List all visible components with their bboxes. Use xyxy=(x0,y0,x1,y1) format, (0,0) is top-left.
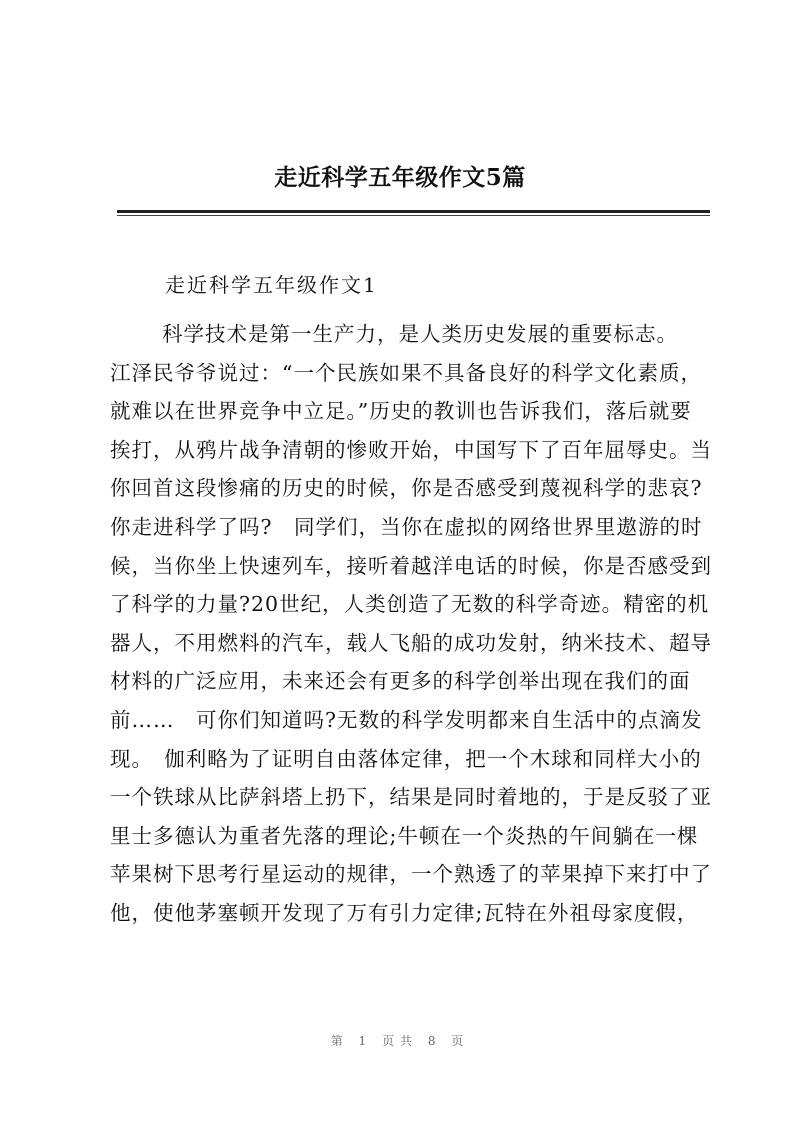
title-underline-thick xyxy=(117,210,710,213)
page-footer: 第 1 页共 8 页 xyxy=(330,1034,470,1048)
body-line: 材料的广泛应用，未来还会有更多的科学创举出现在我们的面 xyxy=(110,669,691,694)
body-line: 现。 伽利略为了证明自由落体定律，把一个木球和同样大小的 xyxy=(110,746,702,771)
body-line: 苹果树下思考行星运动的规律，一个熟透了的苹果掉下来打中了 xyxy=(110,862,712,887)
document-title: 走近科学五年级作文5篇 xyxy=(274,164,526,191)
body-line: 江泽民爷爷说过：“一个民族如果不具备良好的科学文化素质， xyxy=(110,360,702,385)
body-line: 了科学的力量?20世纪，人类创造了无数的科学奇迹。精密的机 xyxy=(110,592,710,617)
body-line: 器人，不用燃料的汽车，载人飞船的成功发射，纳米技术、超导 xyxy=(110,630,712,655)
body-line: 候，当你坐上快速列车，接听着越洋电话的时候，你是否感受到 xyxy=(110,553,712,578)
body-line: 你回首这段惨痛的历史的时候，你是否感受到蔑视科学的悲哀? xyxy=(110,476,703,501)
section-heading: 走近科学五年级作文1 xyxy=(165,273,378,297)
body-line: 里士多德认为重者先落的理论;牛顿在一个炎热的午间躺在一棵 xyxy=(110,823,699,848)
body-line: 他，使他茅塞顿开发现了万有引力定律;瓦特在外祖母家度假， xyxy=(110,900,699,925)
body-line: 挨打，从鸦片战争清朝的惨败开始，中国写下了百年屈辱史。当 xyxy=(110,437,712,462)
body-paragraph xyxy=(110,315,710,933)
body-line: 你走进科学了吗? 同学们，当你在虚拟的网络世界里遨游的时 xyxy=(110,514,703,539)
body-line: 科学技术是第一生产力，是人类历史发展的重要标志。 xyxy=(162,322,678,346)
body-line: 就难以在世界竞争中立足。”历史的教训也告诉我们，落后就要 xyxy=(110,399,692,424)
title-underline-thin xyxy=(117,215,710,216)
body-line: 前…… 可你们知道吗?无数的科学发明都来自生活中的点滴发 xyxy=(110,707,703,732)
body-line: 一个铁球从比萨斜塔上扔下，结果是同时着地的，于是反驳了亚 xyxy=(110,785,712,810)
